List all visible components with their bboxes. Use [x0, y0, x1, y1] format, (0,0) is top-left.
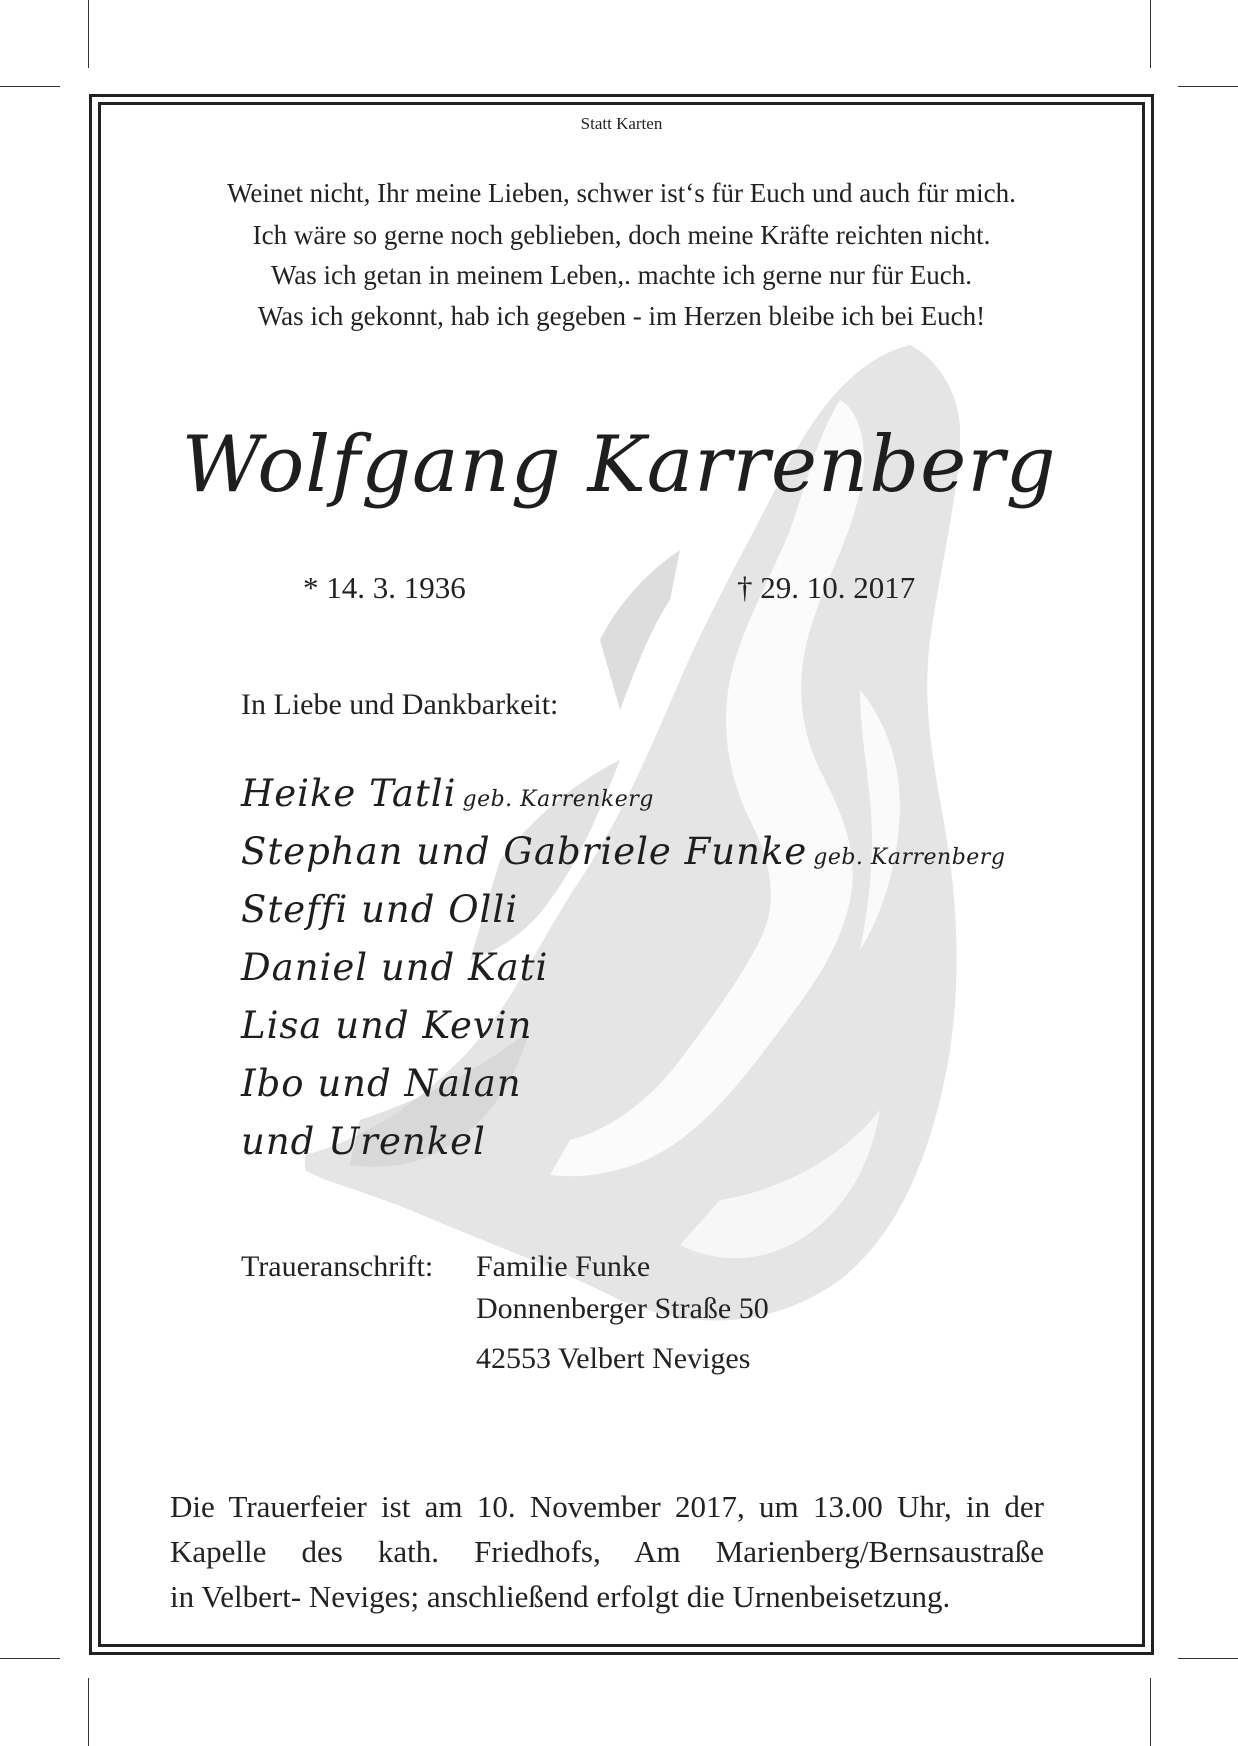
crop-mark [1178, 1658, 1238, 1659]
crop-mark [1150, 1678, 1151, 1746]
ceremony-notice [170, 1484, 1044, 1619]
ceremony-line: Die Trauerfeier ist am 10. November 2017, um 13.00 Uhr, in der [170, 1489, 1044, 1524]
death-date: † 29. 10. 2017 [737, 570, 916, 605]
address-line: Familie Funke [476, 1250, 651, 1283]
mourner-name: Steffi und Olli [241, 888, 519, 931]
crop-mark [1178, 86, 1238, 87]
mourner-name: Stephan und Gabriele Funke [241, 830, 808, 873]
crop-mark [1150, 0, 1151, 68]
mourner-name: Lisa und Kevin [241, 1004, 533, 1047]
ceremony-line: in Velbert- Neviges; anschließend erfolgt die Urnenbeisetzung. [170, 1579, 951, 1614]
mourner-entry [241, 830, 1005, 873]
mourner-name: Daniel und Kati [241, 946, 549, 989]
mourner-entry [241, 1062, 522, 1105]
address-line: 42553 Velbert Neviges [476, 1342, 751, 1375]
address-label: Traueranschrift: [241, 1250, 434, 1283]
deceased-name: Wolfgang Karrenberg [181, 420, 1057, 510]
mourner-entry [241, 772, 654, 815]
mourner-name: und Urenkel [241, 1120, 486, 1163]
crop-mark [0, 86, 60, 87]
poem-line: Ich wäre so gerne noch geblieben, doch meine Kräfte reichten nicht. [252, 220, 991, 250]
mourner-entry [241, 1004, 532, 1047]
mourner-entry [241, 1120, 486, 1163]
poem-line: Was ich gekonnt, hab ich gegeben - im Herzen bleibe ich bei Euch! [257, 301, 986, 331]
crop-mark [88, 0, 89, 68]
crop-mark [88, 1678, 89, 1746]
ceremony-line: Kapelle des kath. Friedhofs, Am Marienberg/Bernsaustraße [170, 1534, 1044, 1569]
dedication-heading: In Liebe und Dankbarkeit: [241, 688, 559, 721]
mourner-entry [241, 888, 518, 931]
address-line: Donnenberger Straße 50 [476, 1292, 769, 1325]
mourner-name: Ibo und Nalan [241, 1062, 522, 1105]
maiden-name-note: geb. Karrenkerg [462, 787, 654, 812]
mourner-name: Heike Tatli [241, 772, 457, 815]
poem-line: Was ich getan in meinem Leben,. machte ich gerne nur für Euch. [270, 260, 973, 290]
crop-mark [0, 1658, 60, 1659]
statt-karten-label: Statt Karten [580, 114, 663, 133]
mourner-entry [241, 946, 548, 989]
poem-line: Weinet nicht, Ihr meine Lieben, schwer ist‘s für Euch und auch für mich. [227, 178, 1016, 208]
maiden-name-note: geb. Karrenberg [813, 845, 1006, 870]
birth-date: * 14. 3. 1936 [303, 570, 466, 605]
